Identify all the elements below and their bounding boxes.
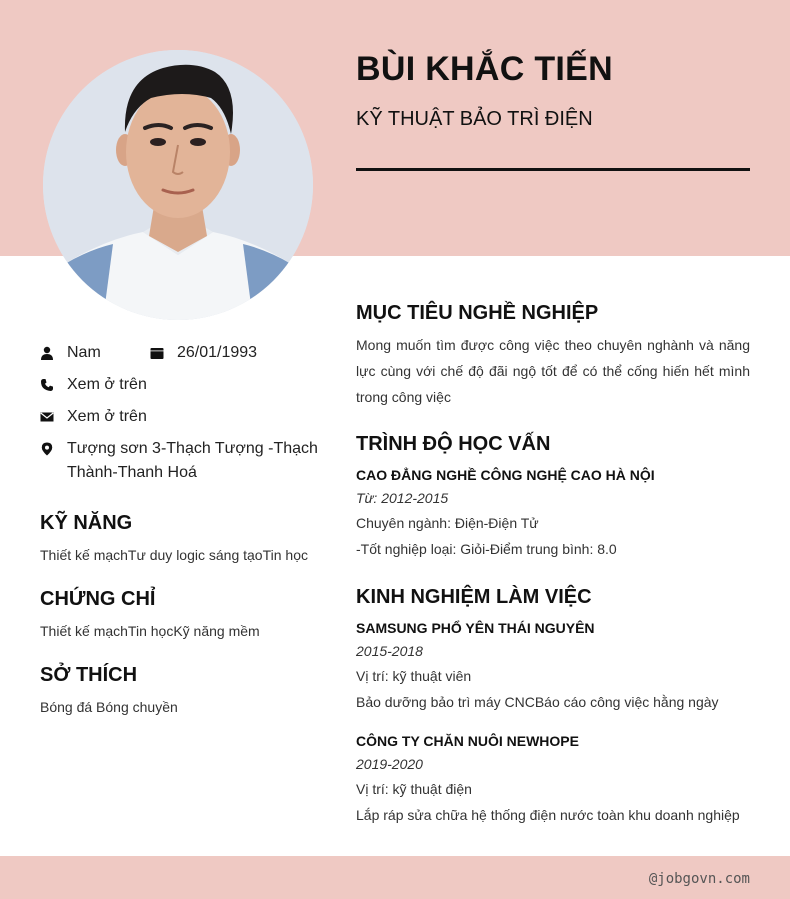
- certificates-title: CHỨNG CHỈ: [40, 588, 156, 610]
- gender-value: Nam: [67, 344, 101, 361]
- certificates-text: Thiết kế mạchTin họcKỹ năng mềm: [40, 623, 260, 639]
- candidate-name: BÙI KHẮC TIẾN: [356, 50, 614, 88]
- education-major: Chuyên ngành: Điện-Điện Tử: [356, 515, 539, 531]
- location-pin-icon: [40, 437, 54, 461]
- job-period: 2015-2018: [356, 643, 423, 659]
- job-description: Lắp ráp sửa chữa hệ thống điện nước toàn khu doanh nghiệp: [356, 807, 740, 823]
- footer-watermark: @jobgovn.com: [648, 871, 750, 887]
- phone-icon: [40, 373, 54, 397]
- email-row: [40, 405, 147, 429]
- education-period: Từ: 2012-2015: [356, 490, 449, 506]
- job-position: Vị trí: kỹ thuật điện: [356, 781, 472, 797]
- job-title: KỸ THUẬT BẢO TRÌ ĐIỆN: [356, 108, 593, 130]
- education-grade: -Tốt nghiệp loại: Giỏi-Điểm trung bình: 8.0: [356, 541, 617, 557]
- objective-text: Mong muốn tìm được công việc theo chuyên nghành và năng lực cùng với chế độ đãi ngộ tốt để có thể cống hiến hết mình trong công việc: [356, 337, 750, 405]
- address-row: [40, 437, 320, 485]
- education-school: CAO ĐẲNG NGHỀ CÔNG NGHỆ CAO HÀ NỘI: [356, 467, 655, 483]
- objective-title: MỤC TIÊU NGHỀ NGHIỆP: [356, 302, 599, 324]
- gender-row: [40, 341, 101, 365]
- hobbies-title: SỞ THÍCH: [40, 664, 138, 686]
- address-value: Tượng sơn 3-Thạch Tượng -Thạch Thành-Thanh Hoá: [67, 440, 318, 481]
- experience-title: KINH NGHIỆM LÀM VIỆC: [356, 586, 592, 608]
- title-divider: [356, 168, 750, 171]
- birthday-row: [150, 341, 257, 365]
- person-icon: [40, 341, 54, 365]
- calendar-icon: [150, 341, 164, 365]
- email-value: Xem ở trên: [67, 408, 147, 425]
- job-description: Bảo dưỡng bảo trì máy CNCBáo cáo công việc hằng ngày: [356, 694, 719, 710]
- birthday-value: 26/01/1993: [177, 344, 258, 361]
- hobbies-text: Bóng đá Bóng chuyền: [40, 699, 178, 715]
- mail-icon: [40, 405, 54, 429]
- job-company: CÔNG TY CHĂN NUÔI NEWHOPE: [356, 733, 579, 749]
- skills-title: KỸ NĂNG: [40, 512, 133, 534]
- job-position: Vị trí: kỹ thuật viên: [356, 668, 472, 684]
- phone-value: Xem ở trên: [67, 376, 147, 393]
- skills-text: Thiết kế mạchTư duy logic sáng tạoTin học: [40, 547, 308, 563]
- education-title: TRÌNH ĐỘ HỌC VẤN: [356, 433, 551, 455]
- avatar-photo: [43, 50, 313, 320]
- job-period: 2019-2020: [356, 756, 423, 772]
- phone-row: [40, 373, 147, 397]
- avatar: [43, 50, 313, 320]
- job-company: SAMSUNG PHỔ YÊN THÁI NGUYÊN: [356, 620, 595, 636]
